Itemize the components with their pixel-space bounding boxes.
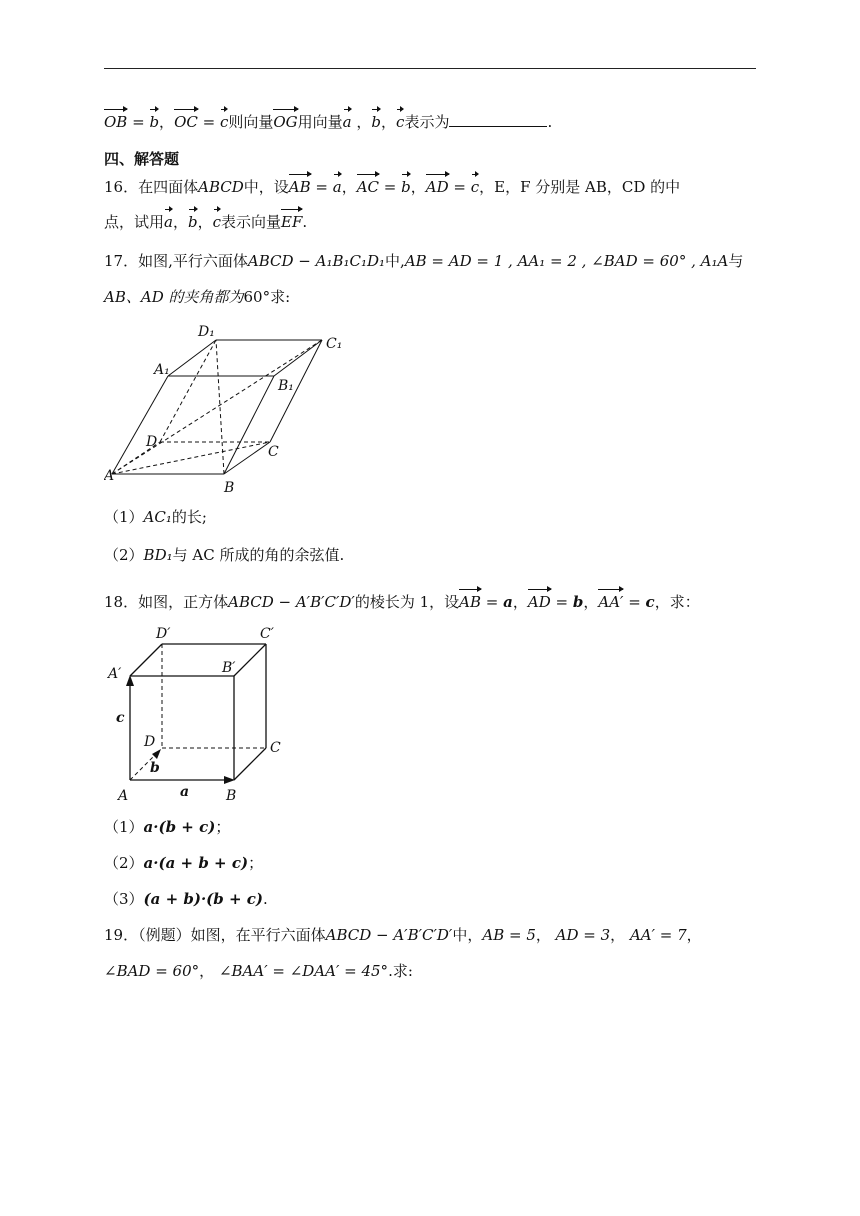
label-ap: A′ bbox=[108, 666, 122, 682]
label-cp: C′ bbox=[260, 626, 274, 642]
label-d: D bbox=[146, 434, 158, 450]
diagonal-bd1 bbox=[216, 340, 224, 474]
label-dp: D′ bbox=[156, 626, 171, 642]
edge-bb1 bbox=[224, 376, 274, 474]
header-rule bbox=[104, 68, 756, 69]
vector-og: OG bbox=[273, 108, 297, 133]
vector-aa: AA′ bbox=[598, 588, 623, 613]
label-a-2: A bbox=[118, 788, 129, 804]
arrowhead-b bbox=[152, 749, 161, 759]
edge-bpcp bbox=[234, 644, 266, 676]
section-title: 四、解答题 bbox=[104, 150, 180, 168]
label-d-2: D bbox=[144, 734, 156, 750]
vector-ab-2: AB bbox=[459, 588, 481, 613]
vector-c: c bbox=[220, 108, 228, 133]
vector-ef: EF bbox=[281, 208, 302, 233]
vector-ob: OB bbox=[104, 108, 127, 133]
q17-part2: （2）BD₁与 AC 所成的角的余弦值. bbox=[104, 546, 345, 564]
edge-dd1 bbox=[160, 340, 216, 442]
label-a1: A₁ bbox=[154, 362, 170, 378]
q15-tail-line: OB = b，OC = c则向量OG用向量a ，b，c表示为 . bbox=[104, 108, 552, 133]
vector-ad: AD bbox=[426, 173, 449, 198]
label-b-2: B bbox=[226, 788, 237, 804]
vector-ad-2: AD bbox=[528, 588, 551, 613]
label-vec-c: c bbox=[116, 710, 125, 726]
q17-line2: AB、AD 的夹角都为60°求: bbox=[104, 288, 291, 306]
q18-part2: （2）a·(a + b + c)； bbox=[104, 854, 264, 872]
vector-ac: AC bbox=[357, 173, 379, 198]
vector-b: b bbox=[149, 108, 159, 133]
edge-d1a1 bbox=[168, 340, 216, 376]
label-c: C bbox=[268, 444, 279, 460]
vector-oc: OC bbox=[174, 108, 198, 133]
vector-a: a bbox=[343, 108, 352, 133]
q19-line1: 19．（例题）如图，在平行六面体ABCD − A′B′C′D′中，AB = 5， AD = 3， AA′ = 7， bbox=[104, 926, 702, 944]
q16-line2: 点，试用a，b，c表示向量EF. bbox=[104, 208, 307, 233]
q19-line2: ∠BAD = 60°， ∠BAA′ = ∠DAA′ = 45°.求: bbox=[104, 962, 413, 980]
cube-figure bbox=[104, 620, 304, 806]
edge-aa1 bbox=[112, 376, 168, 474]
edge-b1c1 bbox=[274, 340, 322, 376]
label-a: A bbox=[104, 468, 115, 484]
q17-part1: （1）AC₁的长; bbox=[104, 508, 207, 526]
answer-blank[interactable] bbox=[449, 112, 547, 127]
arrowhead-c bbox=[126, 675, 134, 686]
q17-line1: 17．如图,平行六面体ABCD − A₁B₁C₁D₁中,AB = AD = 1 , AA₁ = 2 , ∠BAD = 60° , A₁A与 bbox=[104, 252, 744, 270]
q18-line1: 18．如图，正方体ABCD − A′B′C′D′的棱长为 1，设AB = a，AD = b，AA′ = c，求： bbox=[104, 588, 700, 613]
label-b: B bbox=[224, 480, 235, 496]
label-b1: B₁ bbox=[278, 378, 294, 394]
label-d1: D₁ bbox=[198, 324, 215, 340]
q16-line1: 16．在四面体ABCD中，设AB = a，AC = b，AD = c，E，F 分别是 AB，CD 的中 bbox=[104, 173, 680, 198]
q18-part1: （1）a·(b + c)； bbox=[104, 818, 231, 836]
q18-part3: （3）(a + b)·(b + c). bbox=[104, 890, 268, 908]
label-vec-a: a bbox=[180, 784, 190, 800]
vector-ab: AB bbox=[289, 173, 311, 198]
label-c-2: C bbox=[270, 740, 281, 756]
label-vec-b: b bbox=[150, 760, 160, 776]
edge-bc bbox=[224, 442, 270, 474]
label-bp: B′ bbox=[222, 660, 236, 676]
edge-bc-2 bbox=[234, 748, 266, 780]
parallelepiped-figure bbox=[104, 318, 364, 498]
edge-apdp bbox=[130, 644, 162, 676]
label-c1: C₁ bbox=[326, 336, 343, 352]
